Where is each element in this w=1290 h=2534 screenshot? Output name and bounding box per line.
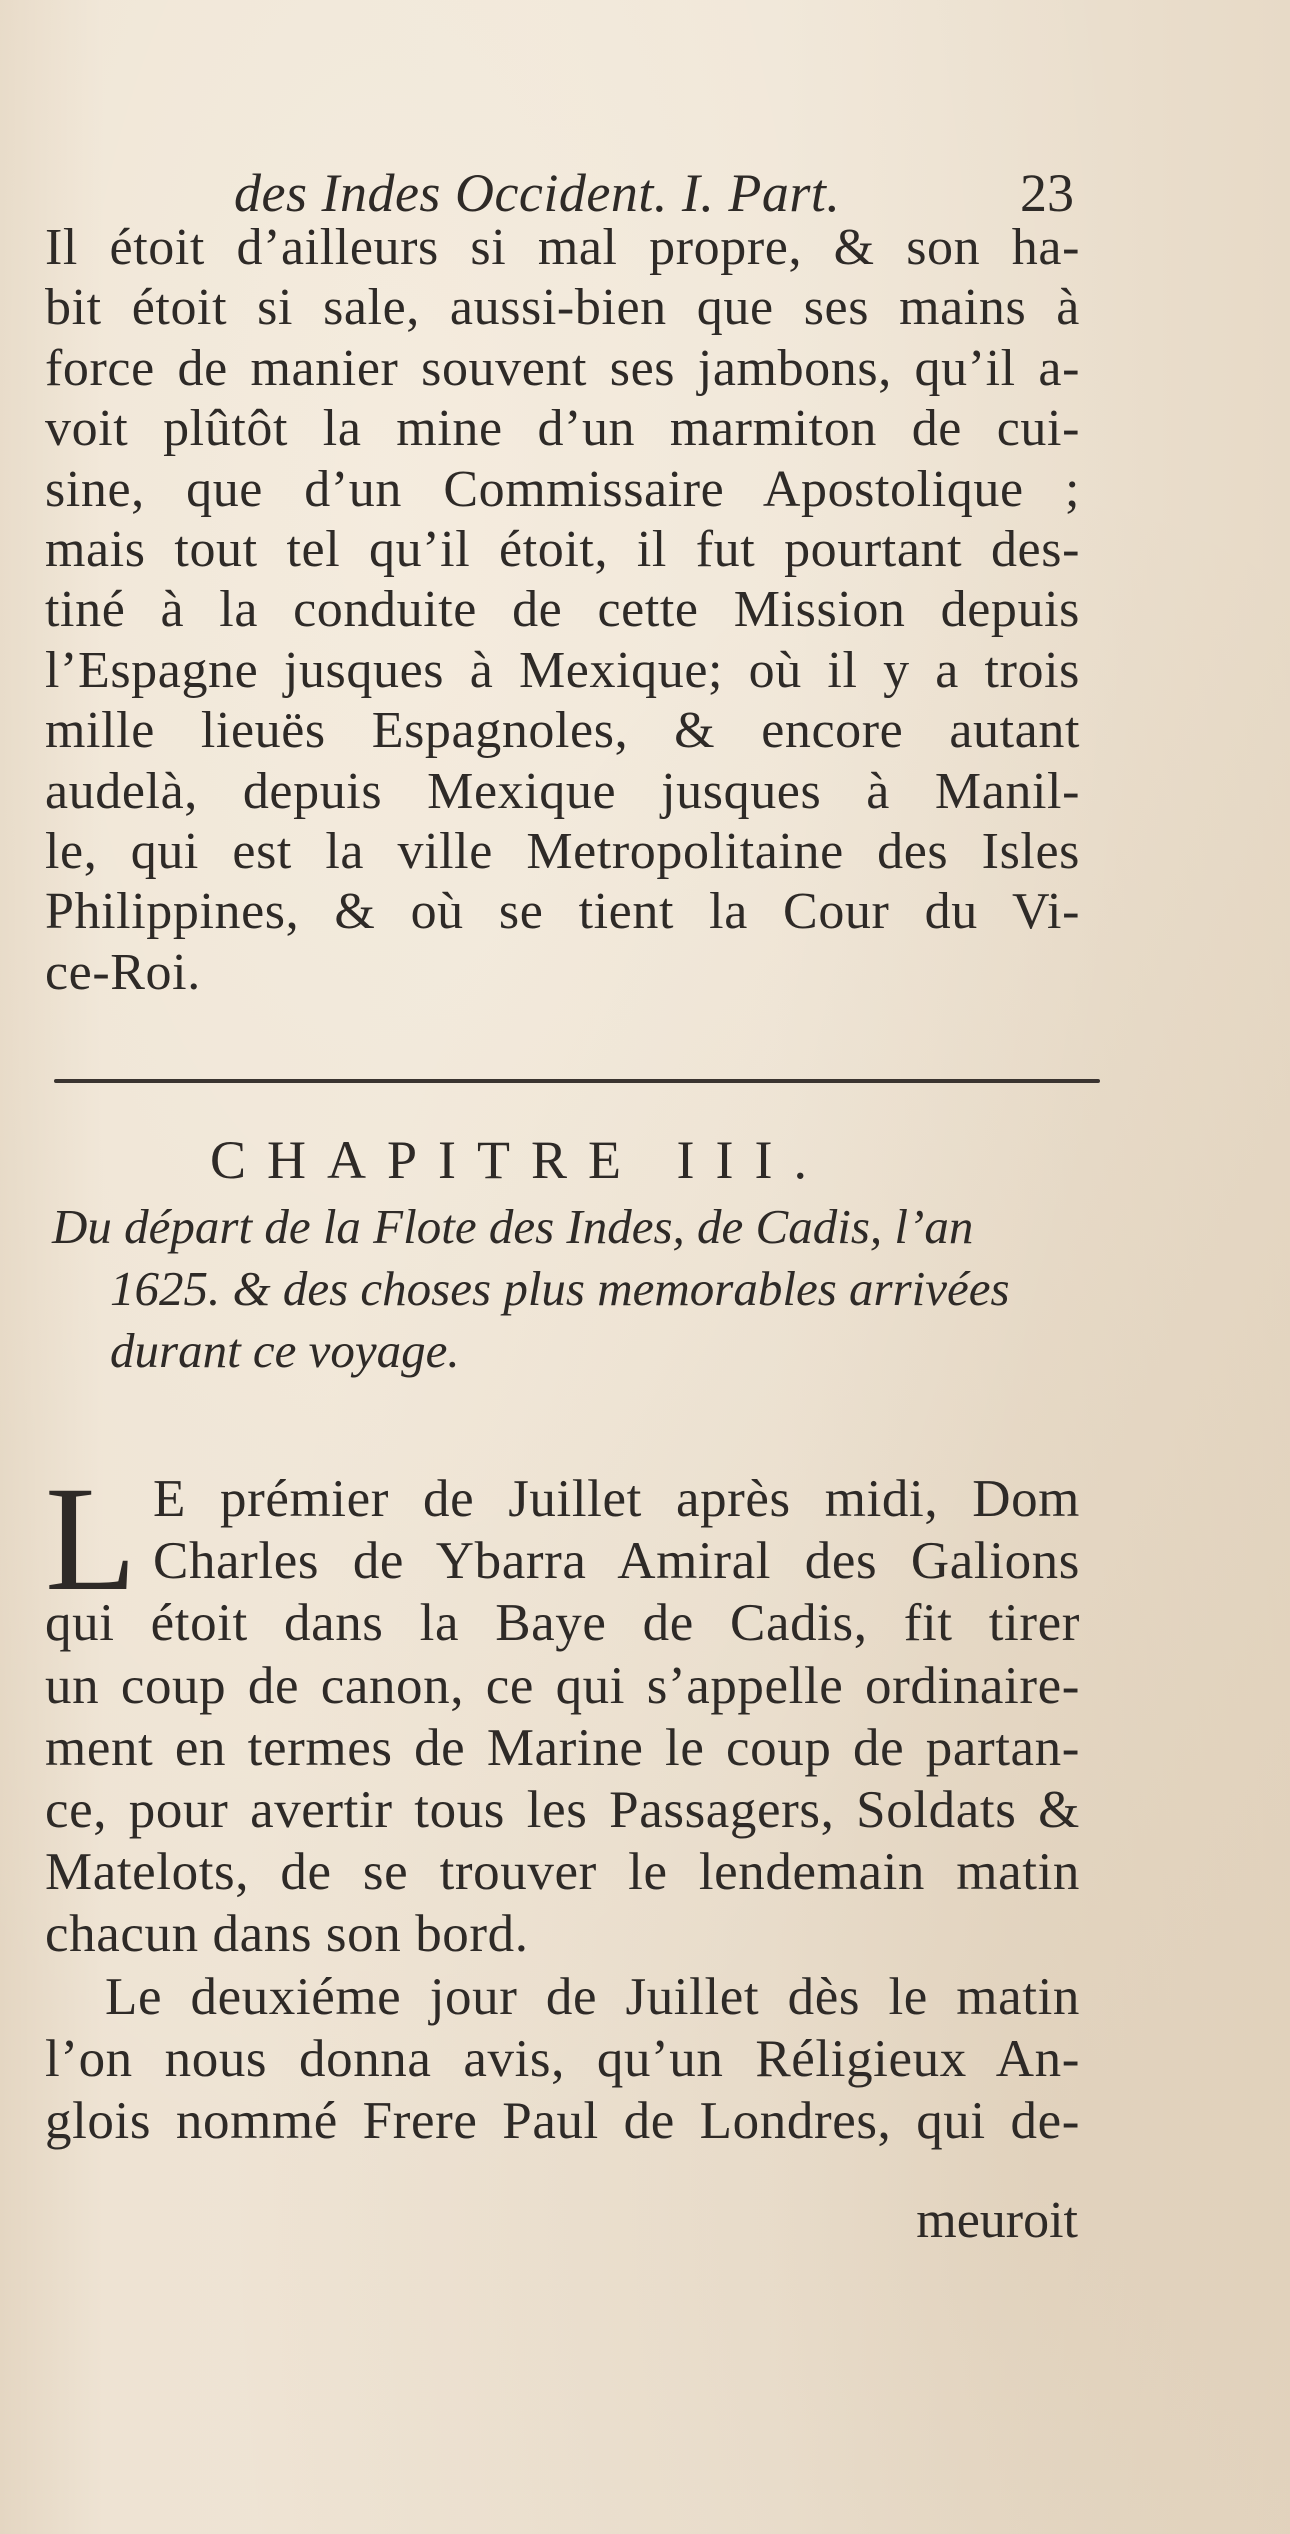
summary-line: Du départ de la Flote des Indes, de Cadis, l’an — [52, 1199, 974, 1254]
text-line: le, qui est la ville Metropolitaine des Isles — [45, 822, 1080, 880]
text-line: audelà, depuis Mexique jusques à Manil- — [45, 762, 1080, 820]
chapter-summary — [52, 1196, 1092, 1382]
text-line: mais tout tel qu’il étoit, il fut pourtant des- — [45, 520, 1080, 578]
text-line: Il étoit d’ailleurs si mal propre, & son ha- — [45, 219, 1080, 276]
text-line: E prémier de Juillet après midi, Dom — [153, 1470, 1080, 1528]
text-line: chacun dans son bord. — [45, 1905, 529, 1964]
text-line: Matelots, de se trouver le lendemain matin — [45, 1843, 1080, 1902]
text-line: ce-Roi. — [45, 943, 201, 1001]
text-line: un coup de canon, ce qui s’appelle ordinaire- — [45, 1656, 1080, 1715]
paragraph-2 — [45, 1456, 1080, 2152]
text-line: tiné à la conduite de cette Mission depuis — [45, 581, 1080, 639]
text-line: glois nommé Frere Paul de Londres, qui de- — [45, 2091, 1080, 2150]
chapter-title: CHAPITRE III. — [210, 1130, 828, 1190]
text-line: Le deuxiéme jour de Juillet dès le matin — [105, 1967, 1080, 2026]
running-head-title: des Indes Occident. I. Part. — [234, 163, 841, 223]
text-line: ce, pour avertir tous les Passagers, Soldats & — [45, 1780, 1080, 1839]
paragraph-1 — [45, 218, 1080, 1003]
catchword: meuroit — [916, 2192, 1078, 2249]
summary-line: durant ce voyage. — [110, 1323, 460, 1378]
text-line: l’Espagne jusques à Mexique; où il y a trois — [45, 641, 1080, 699]
text-line: mille lieuës Espagnoles, & encore autant — [45, 702, 1080, 760]
text-line: bit étoit si sale, aussi-bien que ses mains à — [45, 279, 1080, 337]
text-line: force de manier souvent ses jambons, qu’il a- — [45, 339, 1080, 397]
text-line: qui étoit dans la Baye de Cadis, fit tirer — [45, 1594, 1080, 1653]
drop-cap: L — [45, 1456, 137, 1622]
text-line: ment en termes de Marine le coup de partan- — [45, 1718, 1080, 1777]
chapter-divider-rule — [54, 1079, 1100, 1083]
text-line: voit plûtôt la mine d’un marmiton de cui- — [45, 400, 1080, 458]
summary-line: 1625. & des choses plus memorables arrivées — [110, 1261, 1010, 1316]
text-line: sine, que d’un Commissaire Apostolique ; — [45, 460, 1080, 518]
text-line: l’on nous donna avis, qu’un Réligieux An- — [45, 2029, 1080, 2088]
text-line: Philippines, & où se tient la Cour du Vi- — [45, 883, 1080, 941]
page-number: 23 — [1020, 163, 1074, 223]
text-line: Charles de Ybarra Amiral des Galions — [153, 1532, 1080, 1591]
